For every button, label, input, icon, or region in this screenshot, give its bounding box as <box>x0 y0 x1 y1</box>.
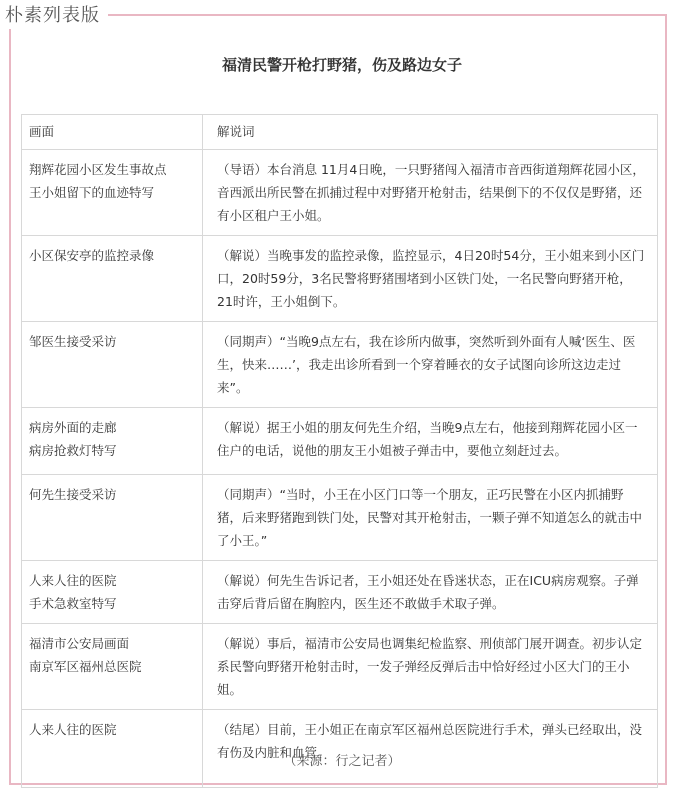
script-table <box>21 114 658 788</box>
narration-cell: （解说）当晚事发的监控录像，监控显示，4日20时54分，王小姐来到小区门口，20时59分，3名民警将野猪围堵到小区铁门处，一名民警向野猪开枪，21时许，王小姐倒下。 <box>203 236 658 322</box>
scene-line: 人来人往的医院 <box>29 573 117 588</box>
scene-line: 何先生接受采访 <box>29 487 117 502</box>
scene-cell <box>22 236 203 322</box>
scene-line: 福清市公安局画面 <box>29 636 130 651</box>
scene-line: 病房外面的走廊 <box>29 420 117 435</box>
scene-line: 人来人往的医院 <box>29 722 117 737</box>
style-tag: 朴素列表版 <box>1 3 108 29</box>
narration-cell: （解说）何先生告诉记者，王小姐还处在昏迷状态，正在ICU病房观察。子弹击穿后背后留在胸腔内，医生还不敢做手术取子弹。 <box>203 561 658 624</box>
narration-cell: （导语）本台消息 11月4日晚，一只野猪闯入福清市音西街道翔辉花园小区，音西派出所民警在抓捕过程中对野猪开枪射击，结果倒下的不仅仅是野猪，还有小区租户王小姐。 <box>203 150 658 236</box>
table-header-row <box>22 115 658 150</box>
scene-line: 邹医生接受采访 <box>29 334 117 349</box>
article-title: 福清民警开枪打野猪，伤及路边女子 <box>221 56 462 74</box>
scene-line: 南京军区福州总医院 <box>29 659 142 674</box>
scene-cell <box>22 150 203 236</box>
source-credit: （来源：行之记者） <box>283 754 401 769</box>
narration-cell: （解说）事后，福清市公安局也调集纪检监察、刑侦部门展开调查。初步认定系民警向野猪开枪射击时，一发子弹经反弹后击中恰好经过小区大门的王小姐。 <box>203 624 658 710</box>
scene-line: 小区保安亭的监控录像 <box>29 248 155 263</box>
table-row <box>22 475 658 561</box>
narration-cell: （解说）据王小姐的朋友何先生介绍，当晚9点左右，他接到翔辉花园小区一住户的电话，说他的朋友王小姐被子弹击中，要他立刻赶过去。 <box>203 408 658 475</box>
narration-cell: （结尾）目前，王小姐正在南京军区福州总医院进行手术，弹头已经取出，没有伤及内脏和血管。 <box>203 710 658 788</box>
scene-cell <box>22 561 203 624</box>
scene-line: 病房抢救灯特写 <box>29 443 117 458</box>
scene-cell <box>22 624 203 710</box>
header-scene: 画面 <box>22 115 203 150</box>
table-row <box>22 561 658 624</box>
table-row <box>22 322 658 408</box>
table-row <box>22 624 658 710</box>
narration-cell: （同期声）“当晚9点左右，我在诊所内做事，突然听到外面有人喊‘医生、医生，快来……’，我走出诊所看到一个穿着睡衣的女子试图向诊所这边走过来”。 <box>203 322 658 408</box>
table-row <box>22 408 658 475</box>
table-row <box>22 710 658 788</box>
scene-cell <box>22 408 203 475</box>
scene-cell <box>22 322 203 408</box>
scene-line: 王小姐留下的血迹特写 <box>29 185 155 200</box>
scene-line: 翔辉花园小区发生事故点 <box>29 162 167 177</box>
scene-cell <box>22 710 203 788</box>
scene-line: 手术急救室特写 <box>29 596 117 611</box>
table-row <box>22 236 658 322</box>
narration-cell: （同期声）“当时，小王在小区门口等一个朋友，正巧民警在小区内抓捕野猪，后来野猪跑到铁门处，民警对其开枪射击，一颗子弹不知道怎么的就击中了小王。” <box>203 475 658 561</box>
scene-cell <box>22 475 203 561</box>
header-narration: 解说词 <box>203 115 658 150</box>
table-row <box>22 150 658 236</box>
